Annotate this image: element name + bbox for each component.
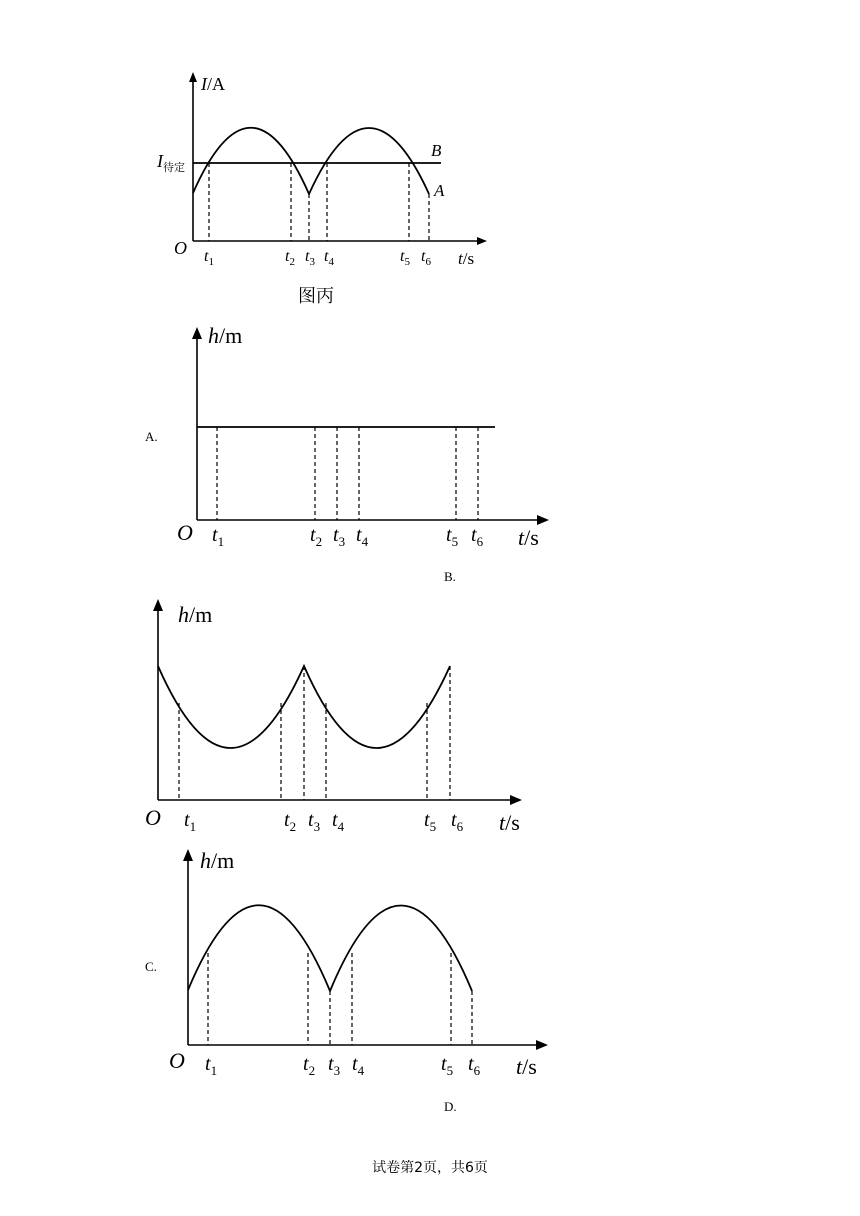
tick-t5: $t_5$ [441,1053,454,1078]
tick-t6: $t_6$ [451,809,464,834]
tick-t6: $t_6$ [421,248,431,268]
x-axis-label: t/s [516,1054,537,1079]
tick-t2: $t_2$ [303,1053,316,1078]
page-footer: 试卷第2页，共6页 [372,1160,488,1176]
y-axis-label: I/A [201,74,225,94]
tick-t4: $t_4$ [352,1053,365,1078]
x-axis-label: t/s [458,249,475,268]
y-axis-label: h/m [200,848,235,873]
tick-t5: $t_5$ [446,524,459,549]
tick-t5: $t_5$ [400,248,410,268]
tick-t5: $t_5$ [424,809,437,834]
x-axis-arrow [536,1040,548,1050]
x-axis-label: t/s [518,525,539,550]
option-b-label: B. [444,569,456,584]
y-axis-arrow [183,849,193,861]
tick-t1: $t_1$ [212,524,225,549]
option-a-label: A. [145,429,158,444]
y-axis-label: h/m [178,602,213,627]
tick-t2: $t_2$ [310,524,323,549]
tick-t3: $t_3$ [333,524,346,549]
curve-a-label: A [434,181,445,200]
option-c-label: C. [145,959,157,974]
i-label: $I_{待定}$ [157,151,185,174]
height-curve [188,905,472,991]
origin-label: O [174,238,187,258]
tick-t4: $t_4$ [324,248,334,268]
x-axis-label: t/s [499,810,520,835]
origin-label: O [177,520,193,545]
tick-t4: $t_4$ [356,524,369,549]
origin-label: O [145,805,161,830]
curve-b-label: B [431,141,442,160]
tick-t2: $t_2$ [285,248,295,268]
option-d-label: D. [444,1099,457,1114]
tick-t1: $t_1$ [204,248,214,268]
tick-t6: $t_6$ [468,1053,481,1078]
tick-t4: $t_4$ [332,809,345,834]
figure-caption: 图丙 [298,286,334,307]
origin-label: O [169,1048,185,1073]
tick-t3: $t_3$ [328,1053,341,1078]
tick-t1: $t_1$ [205,1053,218,1078]
tick-t3: $t_3$ [308,809,321,834]
tick-t2: $t_2$ [284,809,297,834]
y-axis-label: h/m [208,323,243,348]
tick-t3: $t_3$ [305,248,315,268]
tick-t1: $t_1$ [184,809,197,834]
tick-t6: $t_6$ [471,524,484,549]
